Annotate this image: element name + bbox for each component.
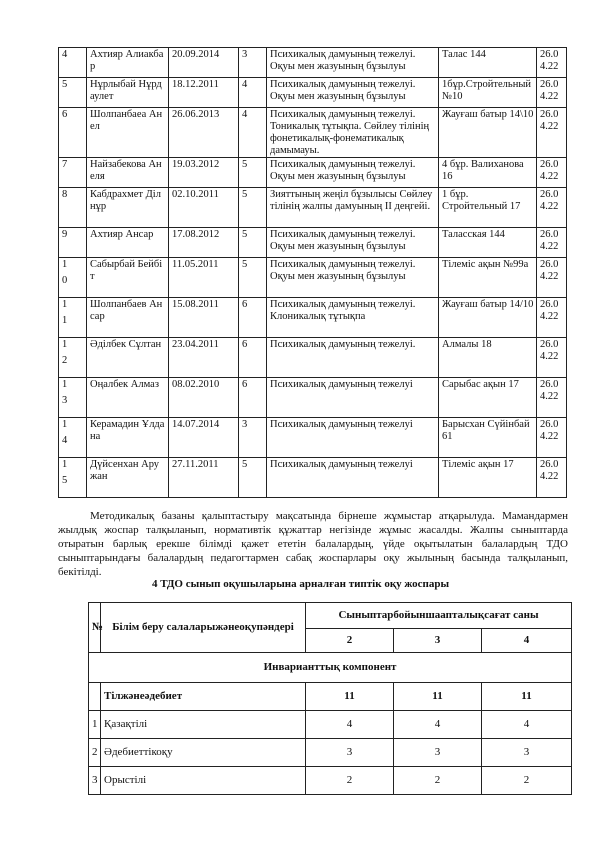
row-number bbox=[59, 78, 87, 108]
document-date: 26.04.22 bbox=[537, 158, 567, 188]
grade-header: 3 bbox=[394, 629, 482, 653]
grade: 5 bbox=[239, 158, 267, 188]
grade: 5 bbox=[239, 228, 267, 258]
plan-row-value: 4 bbox=[482, 711, 572, 739]
diagnosis: Психикалық дамуының тежелуі. Оқуы мен жазуының бұзылуы bbox=[267, 228, 439, 258]
row-number bbox=[59, 338, 87, 378]
address: 1 бұр. Стройтельный 17 bbox=[439, 188, 537, 228]
row-number-bottom: 0 bbox=[62, 275, 68, 286]
plan-row-value: 4 bbox=[306, 711, 394, 739]
plan-row-subject: Әдебиеттікоқу bbox=[101, 739, 306, 767]
document-date: 26.04.22 bbox=[537, 258, 567, 298]
row-number-top: 1 bbox=[62, 339, 68, 350]
birth-date: 27.11.2011 bbox=[169, 458, 239, 498]
document-date: 26.04.22 bbox=[537, 338, 567, 378]
diagnosis: Психикалық дамуының тежелуі. Оқуы мен жазуының бұзылуы bbox=[267, 48, 439, 78]
student-name: Сабырбай Бейбіт bbox=[87, 258, 169, 298]
grade: 3 bbox=[239, 418, 267, 458]
row-number-bottom: 1 bbox=[62, 315, 68, 326]
row-number-bottom: 2 bbox=[62, 355, 68, 366]
student-row bbox=[59, 158, 567, 188]
student-row bbox=[59, 338, 567, 378]
diagnosis: Зияттының жеңіл бұзылысы Сөйлеу тілінің жалпы дамуының ІІ деңгейі. bbox=[267, 188, 439, 228]
row-number-top: 9 bbox=[62, 229, 68, 240]
diagnosis: Психикалық дамуының тежелуі. Клоникалық тұтықпа bbox=[267, 298, 439, 338]
row-number bbox=[59, 188, 87, 228]
birth-date: 15.08.2011 bbox=[169, 298, 239, 338]
diagnosis: Психикалық дамуының тежелуі. Оқуы мен жазуының бұзылуы bbox=[267, 78, 439, 108]
grade-header: 2 bbox=[306, 629, 394, 653]
address: Талас 144 bbox=[439, 48, 537, 78]
row-number-top: 6 bbox=[62, 109, 68, 120]
diagnosis: Психикалық дамуының тежелуі bbox=[267, 378, 439, 418]
birth-date: 14.07.2014 bbox=[169, 418, 239, 458]
students-table bbox=[58, 47, 567, 498]
row-number-top: 1 bbox=[62, 459, 68, 470]
student-name: Әділбек Сұлтан bbox=[87, 338, 169, 378]
birth-date: 23.04.2011 bbox=[169, 338, 239, 378]
plan-row-value: 3 bbox=[482, 739, 572, 767]
student-row bbox=[59, 188, 567, 228]
birth-date: 20.09.2014 bbox=[169, 48, 239, 78]
row-number bbox=[59, 458, 87, 498]
address: Жауғаш батыр 14\10 bbox=[439, 108, 537, 158]
row-number bbox=[59, 228, 87, 258]
grade: 5 bbox=[239, 458, 267, 498]
document-date: 26.04.22 bbox=[537, 78, 567, 108]
address: Тілеміс ақын 17 bbox=[439, 458, 537, 498]
student-row bbox=[59, 298, 567, 338]
grade: 6 bbox=[239, 378, 267, 418]
plan-row bbox=[89, 711, 572, 739]
row-number bbox=[59, 378, 87, 418]
grade: 5 bbox=[239, 258, 267, 298]
row-number bbox=[59, 158, 87, 188]
address: Жауғаш батыр 14/10 bbox=[439, 298, 537, 338]
document-date: 26.04.22 bbox=[537, 378, 567, 418]
diagnosis: Психикалық дамуының тежелуі bbox=[267, 458, 439, 498]
row-number-top: 8 bbox=[62, 189, 68, 200]
birth-date: 19.03.2012 bbox=[169, 158, 239, 188]
diagnosis: Психикалық дамуының тежелуі. Оқуы мен жазуының бұзылуы bbox=[267, 158, 439, 188]
plan-row-value: 2 bbox=[394, 767, 482, 795]
group-label: Тілжәнеәдебиет bbox=[101, 683, 306, 711]
plan-row bbox=[89, 739, 572, 767]
student-row bbox=[59, 418, 567, 458]
birth-date: 08.02.2010 bbox=[169, 378, 239, 418]
paragraph-text: Методикалық базаны қалыптастыру мақсатында бірнеше жұмыстар атқарылуда. Мамандармен жылдық жоспар талқыланып, нормативтік құжаттар негізінде жұмыс жасалды. Жалпы сыныптарда отыратын барлық ерекше білімді қажет ететін балалардың, үйде оқытылатын балалардың ТДО сыныптарындағы балалардың педагогтармен сабақ жоспарлары оқу жылының басында талқыланып, бекітілді. bbox=[58, 510, 568, 578]
row-number-top: 4 bbox=[62, 49, 68, 60]
row-number bbox=[59, 258, 87, 298]
student-row bbox=[59, 258, 567, 298]
grade: 6 bbox=[239, 338, 267, 378]
row-number-top: 1 bbox=[62, 379, 68, 390]
birth-date: 17.08.2012 bbox=[169, 228, 239, 258]
row-number bbox=[59, 108, 87, 158]
student-row bbox=[59, 228, 567, 258]
document-date: 26.04.22 bbox=[537, 48, 567, 78]
birth-date: 18.12.2011 bbox=[169, 78, 239, 108]
group-value: 11 bbox=[306, 683, 394, 711]
row-number bbox=[59, 418, 87, 458]
student-name: Дүйсенхан Аружан bbox=[87, 458, 169, 498]
student-row bbox=[59, 48, 567, 78]
grade: 4 bbox=[239, 108, 267, 158]
grade: 6 bbox=[239, 298, 267, 338]
diagnosis: Психикалық дамуының тежелуі. bbox=[267, 338, 439, 378]
diagnosis: Психикалық дамуының тежелуі. Оқуы мен жазуының бұзылуы bbox=[267, 258, 439, 298]
student-name: Нұрлыбай Нұрдаулет bbox=[87, 78, 169, 108]
student-row bbox=[59, 108, 567, 158]
student-name: Ахтияр Ансар bbox=[87, 228, 169, 258]
row-number-top: 1 bbox=[62, 299, 68, 310]
student-name: Оңалбек Алмаз bbox=[87, 378, 169, 418]
row-number-bottom: 5 bbox=[62, 475, 68, 486]
address: 4 бұр. Валиханова 16 bbox=[439, 158, 537, 188]
address: Таласская 144 bbox=[439, 228, 537, 258]
grade: 3 bbox=[239, 48, 267, 78]
student-name: Ахтияр Алиакбар bbox=[87, 48, 169, 78]
address: Сарыбас ақын 17 bbox=[439, 378, 537, 418]
birth-date: 02.10.2011 bbox=[169, 188, 239, 228]
document-date: 26.04.22 bbox=[537, 188, 567, 228]
row-number-top: 1 bbox=[62, 419, 68, 430]
student-row bbox=[59, 458, 567, 498]
plan-row-num: 3 bbox=[89, 767, 101, 795]
plan-row-subject: Орыстілі bbox=[101, 767, 306, 795]
grade-header: 4 bbox=[482, 629, 572, 653]
col-hours-header: Сыныптарбойыншаапталықсағат саны bbox=[306, 603, 572, 629]
methodology-paragraph bbox=[58, 509, 568, 579]
student-row bbox=[59, 378, 567, 418]
plan-row-num: 1 bbox=[89, 711, 101, 739]
row-number-bottom: 3 bbox=[62, 395, 68, 406]
address: 1бұр.Стройтельный №10 bbox=[439, 78, 537, 108]
plan-row-value: 4 bbox=[394, 711, 482, 739]
document-date: 26.04.22 bbox=[537, 458, 567, 498]
group-value: 11 bbox=[394, 683, 482, 711]
student-name: Найзабекова Анеля bbox=[87, 158, 169, 188]
document-date: 26.04.22 bbox=[537, 418, 567, 458]
row-number-top: 7 bbox=[62, 159, 68, 170]
student-name: Шолпанбаев Ансар bbox=[87, 298, 169, 338]
grade: 5 bbox=[239, 188, 267, 228]
diagnosis: Психикалық дамуының тежелуі bbox=[267, 418, 439, 458]
document-date: 26.04.22 bbox=[537, 108, 567, 158]
birth-date: 26.06.2013 bbox=[169, 108, 239, 158]
document-date: 26.04.22 bbox=[537, 298, 567, 338]
student-row bbox=[59, 78, 567, 108]
diagnosis: Психикалық дамуының тежелуі. Тоникалық тұтықпа. Сөйлеу тілінің фонетикалық-фонематикалық дамымауы. bbox=[267, 108, 439, 158]
plan-row bbox=[89, 767, 572, 795]
col-num-header: № bbox=[89, 603, 101, 653]
address: Тілеміс ақын №99а bbox=[439, 258, 537, 298]
section-row: Инварианттық компонент bbox=[89, 653, 572, 683]
plan-row-subject: Қазақтілі bbox=[101, 711, 306, 739]
address: Алмалы 18 bbox=[439, 338, 537, 378]
plan-caption: 4 ТДО сынып оқушыларына арналған типтік оқу жоспары bbox=[151, 578, 450, 590]
student-name: Кабдрахмет Ділнұр bbox=[87, 188, 169, 228]
grade: 4 bbox=[239, 78, 267, 108]
student-name: Шолпанбаеа Анел bbox=[87, 108, 169, 158]
row-number-top: 5 bbox=[62, 79, 68, 90]
plan-row-num: 2 bbox=[89, 739, 101, 767]
row-number-top: 1 bbox=[62, 259, 68, 270]
birth-date: 11.05.2011 bbox=[169, 258, 239, 298]
student-name: Керамадин Ұлдана bbox=[87, 418, 169, 458]
plan-row-value: 2 bbox=[482, 767, 572, 795]
row-number bbox=[59, 298, 87, 338]
plan-row-value: 2 bbox=[306, 767, 394, 795]
row-number bbox=[59, 48, 87, 78]
col-subject-header: Білім беру салаларыжәнеоқупәндері bbox=[101, 603, 306, 653]
row-number-bottom: 4 bbox=[62, 435, 68, 446]
address: Барысхан Сүйінбай 61 bbox=[439, 418, 537, 458]
document-date: 26.04.22 bbox=[537, 228, 567, 258]
group-value: 11 bbox=[482, 683, 572, 711]
plan-row-value: 3 bbox=[306, 739, 394, 767]
curriculum-table bbox=[88, 602, 572, 795]
group-num bbox=[89, 683, 101, 711]
plan-row-value: 3 bbox=[394, 739, 482, 767]
